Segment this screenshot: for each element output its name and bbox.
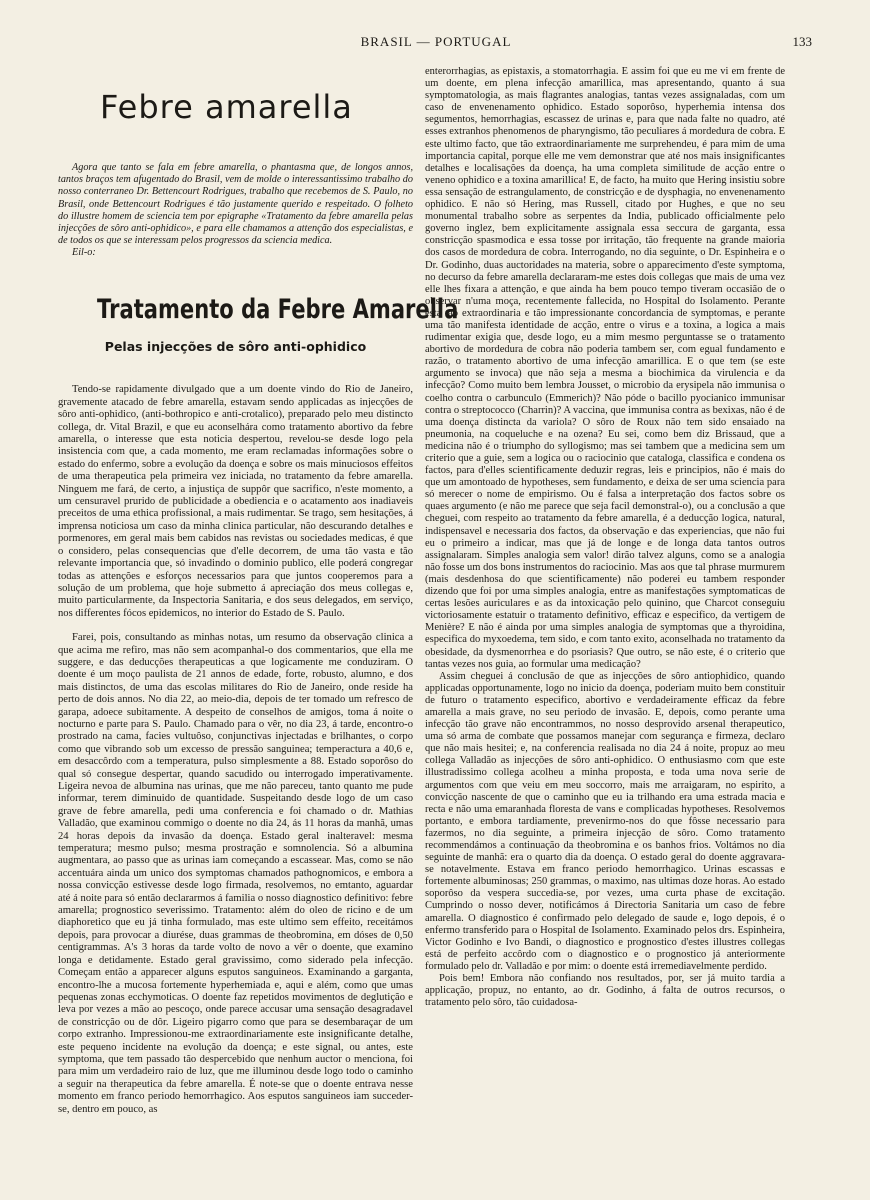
- intro-text: Agora que tanto se fala em febre amarella, o phantasma que, de longos annos, tantos braços tem afugentado do Brasil, vem de molde o interessantissimo trabalho do nosso conterraneo Dr. Bettencourt Rodrigues, trabalho que recebemos de S. Paulo, no Brasil, onde Bettencourt Rodrigues é tão justamente querido e respeitado. O folheto do illustre homem de sciencia tem por epigraphe «Tratamento da febre amarella pelas injecções de sôro anti-ophidico», e para elle chamamos a attenção dos especialistas, e de todos os que se interessam pelos progressos da sciencia medica.: [58, 162, 413, 247]
- left-column: [58, 66, 459, 1116]
- article-title: Tratamento da Febre Amarella: [97, 294, 459, 326]
- running-title: BRASIL — PORTUGAL: [360, 34, 512, 49]
- body-paragraph: Pois bem! Embora não confiando nos resultados, por, ser já muito tardia a applicação, propuz, no entanto, ao dr. Godinho, á falta de outros recursos, o tratamento pelo sôro, tão cuidadosa-: [425, 973, 785, 1009]
- intro-signoff: Eil-o:: [72, 247, 96, 259]
- intro-note: [58, 162, 413, 258]
- running-head: [60, 34, 812, 54]
- body-paragraph: enterorrhagias, as epistaxis, a stomatorrhagia. E assim foi que eu me vi em frente de um doente, em plena infecção amarillica, mas apresentando, quanto á sua symptomatologia, as mais flagrantes analogias, tantas vezes assignaladas, com um caso de envenenamento ophidico. Estado soporôso, hyperhemia intensa dos segumentos, hemorrhagias, escassez de urinas e, para que nada falte no quadro, até esses extranhos phenomenos de pharyngismo, tão peculiares á mordedura de cobra. E este ultimo facto, que tão extraordinariamente me surprehendeu, é para mim de uma importancia capital, porque elle me vem demonstrar que até nos mais insignificantes detalhes e localisações da doença, ha uma completa similitude de acção entre o veneno ophidico e a toxina amarillica! E, de facto, ha muito que Hering insistiu sobre essa sensação de estrangulamento, de constricção e de dysphagia, no envenenamento ophidico. E não só Hering, mas Russell, citado por Hughes, e que no seu monumental trabalho sobre as serpentes da India, publicado officialmente pelo governo inglez, bem explicitamente assignala essa seccura de garganta, essa constricção spasmodica e essa tosse por irritação, tão frequente na grande maioria dos casos de mordedura de cobra. Interrogando, no dia seguinte, o Dr. Espinheira e o Dr. Godinho, duas auctoridades na materia, sobre o apparecimento d'este symptoma, no decurso da febre amarella declararam-me estes dois collegas que mais de uma vez elle lhes fixara a attenção, e que ainda ha bem pouco tempo tiveram occasião de o observar n'uma moça, recentemente fallecida, no Hospital do Isolamento. Perante esta tão extraordinaria e tão impressionante concordancia de symptomas, e perante uma tão manifesta identidade de acção, entre o virus e a toxina, a logica a mais rudimentar exigia que, desde logo, eu a mim mesmo perguntasse se o tratamento abortivo de mordedura de cobra não poderia tambem ser, com egual fundamento e razão, o tratamento abortivo de uma infecção amarillica. E o que tem (se este argumento se invoca) que não seja a mesma a biochimica da virulencia e da infecção? Como muito bem lembra Jousset, o microbio da erysipela não immunisa o coelho contra o carbunculo (Emmerich)? Não póde o bacillo pyocianico immunisar contra o streptococco (Charrin)? A vaccina, que immunisa contra as bexixas, não é de uma doença distincta da variola? O sôro de Roux não tem sido ensaiado na pneumonia, na coqueluche e na ozena? Eu sei, como bem diz Brissaud, que a medicina não é o triumpho do syllogismo; mas sei tambem que a medicina sem um criterio que a guie, sem a logica ou o raciocinio que cataloga, classifica e condena os factos, para d'elles scientificamente deduzir regras, leis e principios, não é mais do que um amontoado de hypotheses, sem fundamento, e deixa de ser uma sciencia para só merecer o nome de empirismo. Ou é falsa a interpretação dos factos sobre os quaes argumento (e não me parece que seja facil demonstral-o), ou a conclusão a que cheguei, com respeito ao tratamento da febre amarella, é a deducção logica, natural, indispensavel e necessaria dos factos, da observação e das experiencias, que não fui eu o primeiro a indicar, mas que já de longe e de longa data tantos outros assignalaram. Simples analogia sem valor! dirão talvez alguns, como se a analogia não fosse um dos bons instrumentos do raciocinio. Mas aos que tal phrase murmurem (mais desdenhosa do que scientificamente) não poderei eu tambem responder dizendo que foi por uma simples analogia, entre as manifestações symptomaticas de certas lesões auriculares e as da intoxicação pelo quinino, que Charcot conseguiu victoriosamente estatuir o tratamento definitivo, efficaz e especifico, da vertigem de Menière? E não é ainda por uma simples analogia de symptomas que a thyroidina, especifica do myxoedema, tem sido, e com tanto exito, aconselhada no tratamento da obesidade, da dysmenorrhea e do psoriasis? Que outro, se não este, é o criterio que tantas vezes nos guia, ao formular uma medicação?: [425, 66, 785, 670]
- right-column: [425, 66, 785, 1009]
- article-subtitle: Pelas injecções de sôro anti-ophidico: [104, 339, 367, 355]
- body-paragraph: Tendo-se rapidamente divulgado que a um doente vindo do Rio de Janeiro, gravemente atacado de febre amarella, estavam sendo applicadas as injecções de sôro anti-ophidico, (anti-bothropico e anti-crotalico), preparado pelo meu distincto collega, dr. Vital Brazil, e que eu aconselhára como tratamento abortivo da febre amarella, o interesse que esta noticia despertou, revelou-se desde logo pela insistencia com que, a cada momento, me eram reclamadas informações sobre o estado do enfermo, sobre a evolução da doença e sobre os mais minuciosos effeitos de uma therapeutica pela primeira vez iniciada, no tratamento da febre amarella. Ninguem me fará, de certo, a injustiça de suppôr que sacrifico, n'este momento, a um censuravel prurido de publicidade a obediencia e o acatamento aos inadiaveis preceitos de uma ethica profissional, a mais rudimentar. Se trago, sem hesitações, á imprensa noticiosa um caso da minha clinica particular, não descurando detalhes e pormenores, em geral mais bem cabidos nas revistas ou sociedades medicas, é que o considero, pelas consequencias que d'elle decorrem, de uma tão vasta e tão relevante importancia que, só invadindo o dominio publico, elle poderá congregar todas as attenções e esforços necessarios para que juntos cooperemos para a solução de um problema, que hoje submetto á apreciação dos meus collegas e, muito particularmente, da Inspectoria Sanitaria, e dos seus delegados, em serviço, nos differentes fócos epidemicos, no interior do Estado de S. Paulo.: [58, 384, 413, 619]
- body-paragraph: Farei, pois, consultando as minhas notas, um resumo da observação clinica a que acima me refiro, mas não sem acompanhal-o dos commentarios, que ella me suggere, e das deducções therapeuticas a que logicamente me conduziram. O doente é um moço paulista de 21 annos de edade, forte, robusto, alumno, e dos mais distinctos, de uma das escolas militares do Rio de Janeiro, onde reside ha perto de dois annos. No dia 22, ao meio-dia, depois de ter tomado um refresco de garapa, adoece subitamente. A despeito de conselhos de amigos, toma á noite o nocturno e parte para S. Paulo. Chamado para o vêr, no dia 23, á tarde, encontro-o prostrado na cama, facies vultuôso, conjunctivas injectadas e brilhantes, o corpo como que vibrando sob um excesso de pressão sanguinea; temperactura a 40,6 e, em desaccôrdo com a temperatura, pulso simplesmente a 88. Estado soporôso do qual só consegue despertar, quando sacudido ou interrogado imperativamente. Ligeira nevoa de albumina nas urinas, que me não pareceu, tanto quanto me pude informar, terem diminuido de quantidade. Suspeitando desde logo de um caso grave de febre amarella, pedi uma conferencia e foi chamado o dr. Mathias Valladão, que examinou commigo o doente no dia 24, ás 11 horas da manhã, umas 24 horas depois da invasão da doença. Estado geral inalteravel: mesma temperatura; mesmo pulso; mesma prostração e somnolencia. Só a albumina augmentara, ao passo que as urinas iam começando a escassear. Mas, como se não accentuára ainda um unico dos symptomas chamados pathognomicos, e embora a nossa convicção estivesse desde logo firmada, resolvemos, no emtanto, aguardar até á noite para só então declararmos á familia o nosso diagnostico definitivo: febre amarella; prognostico severissimo. Tratamento: além do oleo de ricino e de um diaphoretico que eu já tinha formulado, mas este ultimo sem effeito, receitámos depois, para provocar a diurése, duas grammas de theobromina, em dóses de 0,50 centigrammas. A's 3 horas da tarde volto de novo a vêr o doente, que examino longa e detidamente. Estado geral gravissimo, como siderado pela infecção. Começam então a apparecer alguns esputos sanguineos. Examinando a garganta, encontro-lhe a mucosa fortemente hyperhemiada e, aqui e além, como que umas pequenas zonas ecchymoticas. O doente faz repetidos movimentos de deglutição e leva por vezes a mão ao pescoço, onde parece accusar uma sensação desagradavel de constricção ou de dôr. Ligeiro pigarro como que para se desembaraçar de um corpo extranho. Impressionou-me extraordinariamente este insignificante detalhe, este pequeno incidente na evolução da doença; e este signal, ou antes, este symptoma, que tem passado tão despercebido que nenhum auctor o menciona, foi para mim um verdadeiro raio de luz, que me illuminou desde logo todo o caminho a seguir na therapeutica da febre amarella. É note-se que o doente entrava nesse momento em franco periodo hemorrhagico. Aos esputos sanguineos iam succeder-se, dentro em pouco, as: [58, 632, 413, 1115]
- section-title: Febre amarella: [100, 88, 353, 126]
- body-paragraph: Assim cheguei á conclusão de que as injecções de sôro antiophidico, quando applicadas opportunamente, logo no inicio da doença, poderiam muito bem constituir de futuro o tratamento especifico, abortivo e verdadeiramente efficaz da febre amarella a mais grave, no seu periodo de invasão. E, depois, como perante uma infecção tão grave não encontrammos, no nosso desprovido arsenal therapeutico, uma só arma de combate que possamos manejar com segurança e firmeza, declaro que não mais hesitei; e, na conferencia realisada no dia 24 á noite, propuz ao meu collega Valladão as injecções de sôro anti-ophidico. O enthusiasmo com que este illustradissimo collega acolheu a minha proposta, e toda uma nova serie de argumentos com que veiu em meu soccorro, mais me arraigaram, no espirito, a convicção nascente de que o caminho que eu ia trilhando era uma estrada macia e recta e não uma emaranhada floresta de vans e complicadas hypotheses. Resolvemos portanto, e embora tardiamente, prevenirmo-nos do que fôsse necessario para fazermos, no dia seguinte, a primeira injecção de sôro. Como tratamento recommendámos a continuação da theobromina e os banhos frios. Voltámos no dia seguinte de manhã: era o quarto dia da doença. O estado geral do doente aggravara-se notavelmente. Estava em franco periodo hemorrhagico. Urinas escassas e fortemente albuminosas; 250 grammas, o maximo, nas ultimas doze horas. Ao estado soporôso da vespera succedia-se, por vezes, uma curta phase de excitação. Cumprindo o nosso dever, notificámos á Directoria Sanitaria um caso de febre amarella. O diagnostico é confirmado pelo delegado de saude e, logo depois, é o enfermo transferido para o Hospital de Isolamento. Examinado pelos drs. Espinheira, Victor Godinho e Ivo Bandi, o diagnostico e prognostico d'estes illustres collegas está de perfeito accôrdo com o diagnostico e o prognostico já anteriormente formulado pelo dr. Valladão e por mim: o doente está irremediavelmente perdido.: [425, 670, 785, 972]
- page-number: 133: [792, 34, 812, 49]
